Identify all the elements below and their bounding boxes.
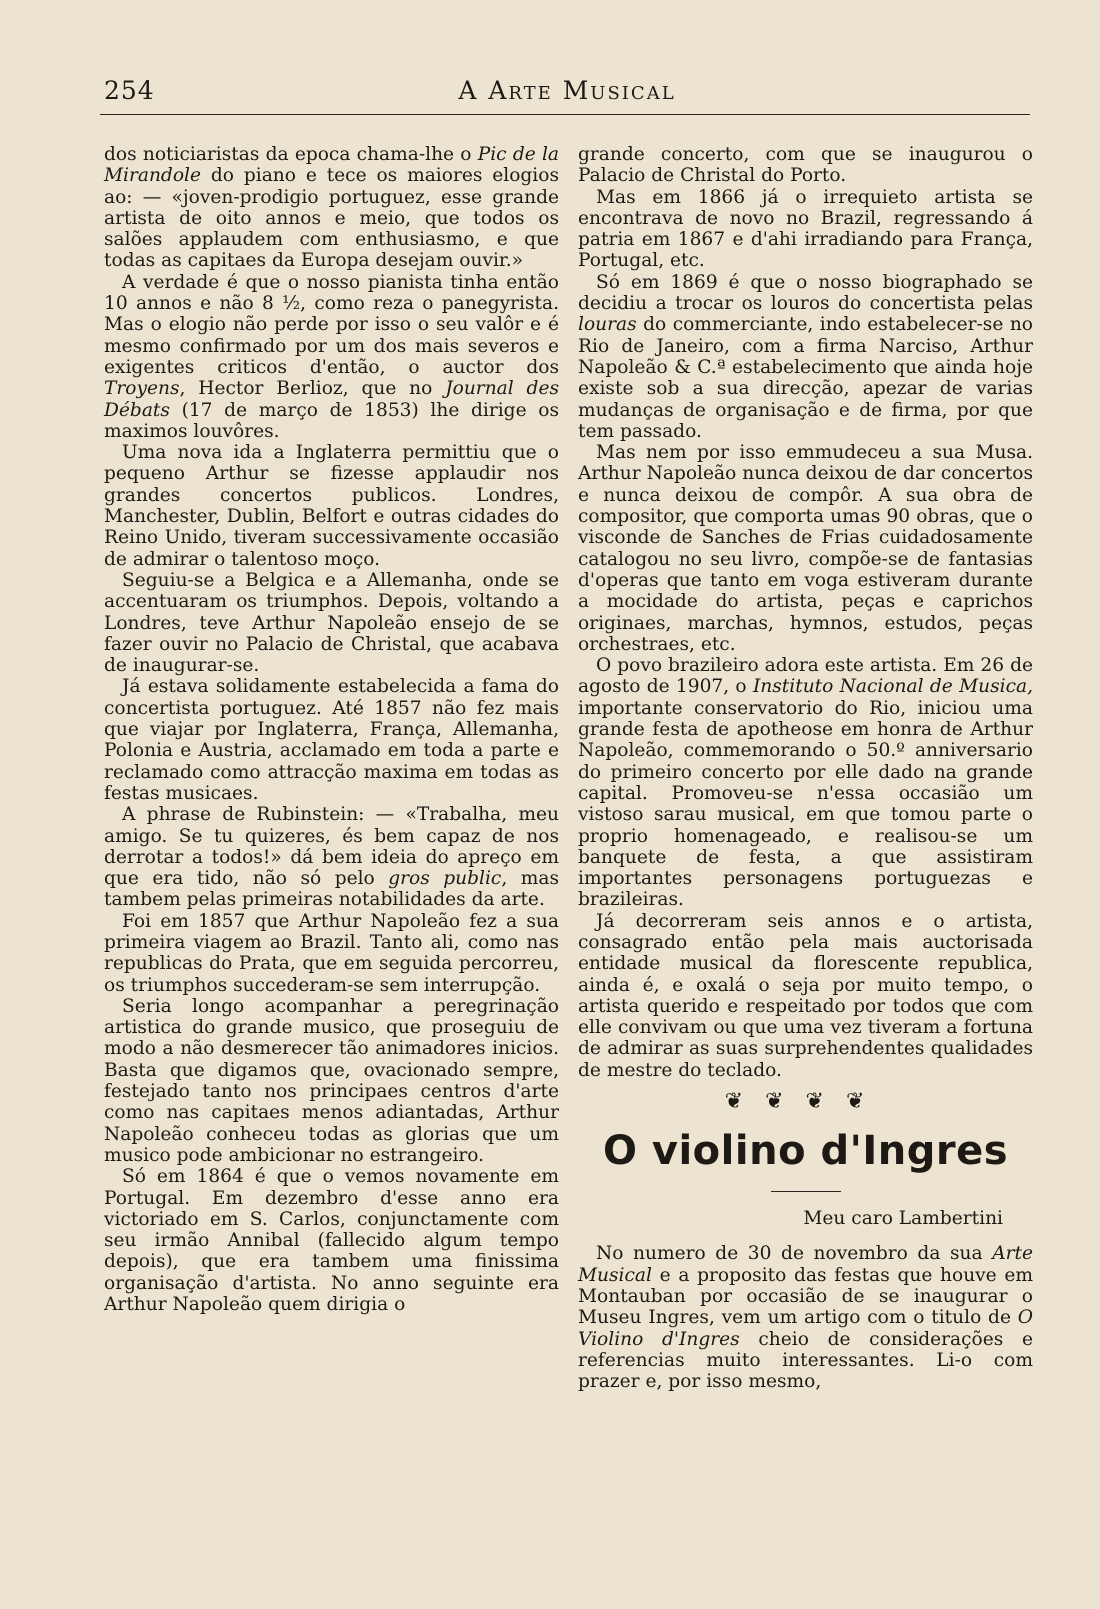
paragraph <box>104 272 559 442</box>
fleuron-icon: ❦ <box>805 1089 846 1115</box>
text-run: dos noticiaristas da epoca chama-lhe o <box>104 144 478 165</box>
text-run: e a proposito das festas que houve em Montauban por occasião de se inaugurar o Museu Ingres, vem um artigo com o titulo de <box>578 1264 1033 1329</box>
text-run: do piano e tece os maiores elogios ao: — «joven-prodigio portuguez, esse grande artista de oito annos e meio, que todos os salões applaudem com enthusiasmo, e que todas as capitaes da Europa desejam ouvir.» <box>104 165 559 272</box>
italic-text: O Violino d'Ingres <box>578 1307 1033 1350</box>
text-run: , Hector Berlioz, que no <box>179 378 446 400</box>
ornament-row <box>578 1087 1033 1117</box>
italic-text: Pic de la Mirandole <box>104 144 559 187</box>
text-run: (17 de março de 1853) lhe dirige os maximos louvôres. <box>104 399 559 442</box>
italic-text: gros public <box>388 868 502 890</box>
text-run: A phrase de Rubinstein: — «Trabalha, meu amigo. Se tu quizeres, és bem capaz de nos derrotar a todos!» dá bem ideia do apreço em que era tido, não só pelo <box>104 804 559 890</box>
paragraph <box>578 655 1033 911</box>
page-number: 254 <box>104 76 155 105</box>
paragraph <box>104 804 559 910</box>
running-title: A Arte Musical <box>458 76 676 105</box>
fleuron-icon: ❦ <box>724 1089 766 1115</box>
paragraph: Mas nem por isso emmudeceu a sua Musa. Arthur Napoleão nunca deixou de dar concertos e nunca deixou de compôr. A sua obra de compositor, que comporta umas 90 obras, que o visconde de Sanches de Frias cuidadosamente catalogou no seu livro, compõe-se de fantasias d'operas que tanto em voga estiveram durante a mocidade do artista, peças e caprichos originaes, marchas, hymnos, estudos, peças orchestraes, etc. <box>578 442 1033 655</box>
text-run: do commerciante, indo estabelecer-se no Rio de Janeiro, com a firma Narciso, Arthur Napoleão & C.ª estabelecimento que ainda hoje existe sob a sua direcção, apezar de varias mudanças de organisação e de firma, por que tem passado. <box>578 314 1033 442</box>
paragraph: Já decorreram seis annos e o artista, consagrado então pela mais auctorisada entidade musical da florescente republica, ainda é, e oxalá o seja por muito tempo, o artista querido e respeitado por todos que com elle convivam ou que uma vez tiveram a fortuna de admirar as suas surprehendentes qualidades de mestre do teclado. <box>578 910 1033 1081</box>
text-run: A verdade é que o nosso pianista tinha então 10 annos e não 8 ½, como reza o panegyrista. Mas o elogio não perde por isso o seu valôr e é mesmo confirmado por um dos mais severos e exigentes criticos d'então, o auctor dos <box>104 271 559 378</box>
salutation: Meu caro Lambertini <box>803 1208 1003 1230</box>
paragraph: Já estava solidamente estabelecida a fama do concertista portuguez. Até 1857 não fez mais que viajar por Inglaterra, França, Allemanha, Polonia e Austria, acclamado em toda a parte e reclamado como attracção maxima em todas as festas musicaes. <box>104 676 559 804</box>
text-run: , mas tambem pelas primeiras notabilidades da arte. <box>104 868 559 911</box>
paragraph: grande concerto, com que se inaugurou o Palacio de Christal do Porto. <box>578 144 1033 187</box>
paragraph: Seria longo acompanhar a peregrinação artistica do grande musico, que proseguiu de modo a não desmerecer tão animadores inicios. Basta que digamos que, ovacionado sempre, festejado tanto nos principaes centros d'arte como nas capitaes menos adiantadas, Arthur Napoleão conheceu todas as glorias que um musico pode ambicionar no estrangeiro. <box>104 995 559 1166</box>
paragraph: Só em 1864 é que o vemos novamente em Portugal. Em dezembro d'esse anno era victoriado em S. Carlos, conjunctamente com seu irmão Annibal (fallecido algum tempo depois), que era tambem uma finissima organisação d'artista. No anno seguinte era Arthur Napoleão quem dirigia o <box>104 1166 559 1316</box>
italic-text: louras <box>578 314 637 336</box>
italic-text: Journal des Débats <box>104 378 559 421</box>
italic-text: Instituto Nacional de Musica, <box>752 676 1033 698</box>
paragraph: Mas em 1866 já o irrequieto artista se encontrava de novo no Brazil, regressando á patria em 1867 e d'ahi irradiando para França, Portugal, etc. <box>578 186 1033 272</box>
left-column <box>104 144 559 1315</box>
header-rule <box>100 114 1030 115</box>
paragraph <box>104 144 559 272</box>
text-run: importante conservatorio do Rio, iniciou uma grande festa de apotheose em honra de Arthur Napoleão, commemorando o 50.º anniversario do primeiro concerto por elle dado na grande capital. Promoveu-se n'essa occasião um vistoso sarau musical, em que tomou parte o proprio homenageado, e realisou-se um banquete de festa, a que assistiram importantes personagens portuguezas e brazileiras. <box>578 697 1033 911</box>
text-run: No numero de 30 de novembro da sua <box>596 1243 993 1265</box>
paragraph: Foi em 1857 que Arthur Napoleão fez a sua primeira viagem ao Brazil. Tanto ali, como nas republicas do Prata, que em seguida percorreu, os triumphos succederam-se sem interrupção. <box>104 910 559 996</box>
paragraph <box>578 1243 1033 1392</box>
right-column <box>578 144 1033 1392</box>
fleuron-icon: ❦ <box>765 1089 806 1115</box>
text-run: O povo brazileiro adora este artista. Em 26 de agosto de 1907, o <box>578 655 1033 698</box>
title-rule <box>771 1191 841 1192</box>
paragraph: Seguiu-se a Belgica e a Allemanha, onde se accentuaram os triumphos. Depois, voltando a Londres, teve Arthur Napoleão ensejo de se fazer ouvir no Palacio de Christal, que acabava de inaugurar-se. <box>104 569 559 677</box>
text-run: Só em 1869 é que o nosso biographado se decidiu a trocar os louros do concertista pelas <box>578 271 1033 315</box>
page-header <box>104 70 1030 110</box>
paragraph <box>578 272 1033 442</box>
fleuron-icon: ❦ <box>845 1089 887 1115</box>
italic-text: Troyens <box>104 378 180 400</box>
italic-text: Arte Musical <box>578 1243 1033 1286</box>
article-title: O violino d'Ingres <box>602 1128 1009 1175</box>
paragraph: Uma nova ida a Inglaterra permittiu que o pequeno Arthur se fizesse applaudir nos grandes concertos publicos. Londres, Manchester, Dublin, Belfort e outras cidades do Reino Unido, tiveram successivamente occasião de admirar o talentoso moço. <box>104 442 559 570</box>
text-run: cheio de considerações e referencias muito interessantes. Li-o com prazer e, por isso mesmo, <box>578 1328 1033 1393</box>
